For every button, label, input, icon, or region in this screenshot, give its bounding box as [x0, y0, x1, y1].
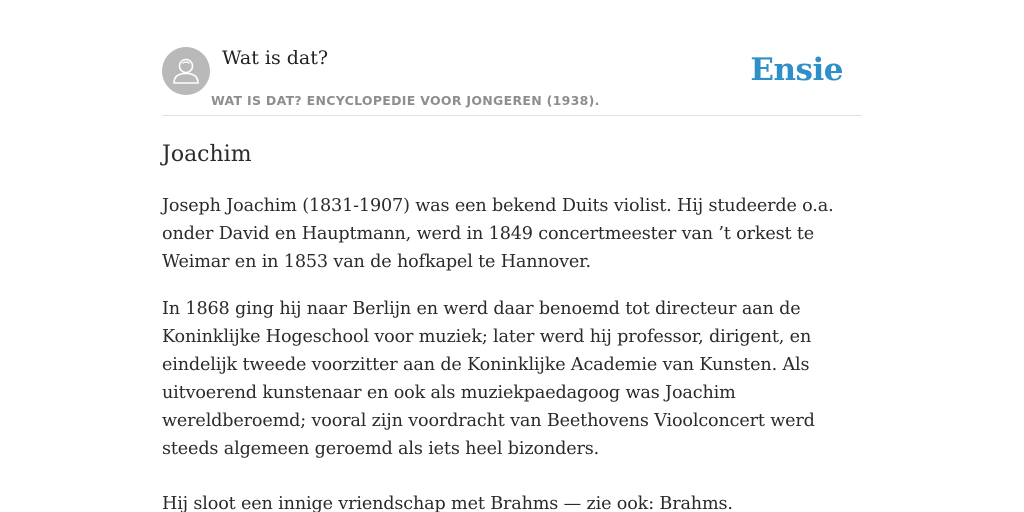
article-paragraph: In 1868 ging hij naar Berlijn en werd daar benoemd tot directeur aan de Koninklijke Hogeschool voor muziek; later werd hij professor, dirigent, en eindelijk tweede voorzitter aan de Koninklijke Academie van Kunsten. Als uitvoerend kunstenaar en ook als muziekpaedagoog was Joachim wereldberoemd; vooral zijn voordracht van Beethovens Vioolconcert werd steeds algemeen geroemd als iets heel bizonders. — [162, 299, 815, 459]
source-subtitle: WAT IS DAT? ENCYCLOPEDIE VOOR JONGEREN (1938). — [211, 93, 600, 108]
article-paragraph: Joseph Joachim (1831-1907) was een bekend Duits violist. Hij studeerde o.a. onder David en Hauptmann, werd in 1849 concertmeester van ’t orkest te Weimar en in 1853 van de hofkapel te Hannover. — [162, 196, 834, 272]
article-title: Joachim — [162, 142, 252, 167]
brand-logo[interactable]: Ensie — [750, 52, 843, 88]
user-avatar-icon[interactable] — [162, 47, 210, 95]
source-header — [162, 0, 862, 116]
article-paragraph: Hij sloot een innige vriendschap met Brahms — zie ook: Brahms. — [162, 494, 733, 512]
source-title[interactable]: Wat is dat? — [222, 47, 329, 69]
